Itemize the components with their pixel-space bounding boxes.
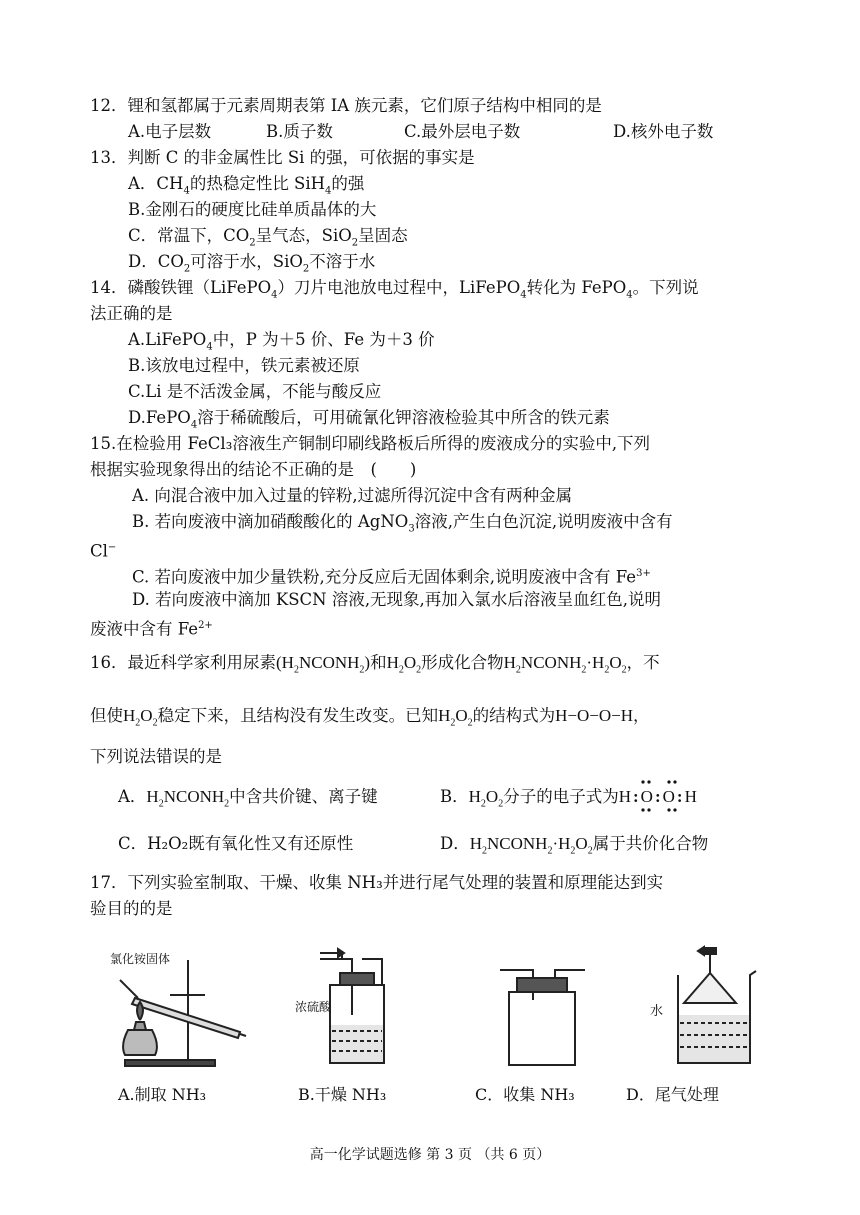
q16-option-a: A．$H_2NCONH_2$中含共价键、离子键 xyxy=(118,787,378,810)
caption-c: C．收集 NH₃ xyxy=(475,1085,575,1104)
q13-option-c: C．常温下，$CO_2$呈气态，SiO$_2$呈固态 xyxy=(128,226,408,249)
q13-stem: 13．判断 C 的非金属性比 Si 的强，可依据的事实是 xyxy=(90,148,475,167)
apparatus-d-tail-gas xyxy=(670,945,780,1070)
q15-option-b-line1: B. 若向废液中滴加硝酸酸化的 AgNO$_3$溶液,产生白色沉淀,说明废液中含有 xyxy=(132,512,673,535)
caption-d: D．尾气处理 xyxy=(626,1085,719,1104)
q16-option-c: C．H₂O₂既有氧化性又有还原性 xyxy=(118,834,354,853)
q13-option-b: B.金刚石的硬度比硅单质晶体的大 xyxy=(128,200,377,219)
q15-stem-line1: 15.在检验用 FeCl₃溶液生产铜制印刷线路板后所得的废液成分的实验中,下列 xyxy=(90,434,651,453)
label-water: 水 xyxy=(650,1004,664,1019)
label-ammonium-chloride: 氯化铵固体 xyxy=(110,952,171,966)
q12-option-c: C.最外层电子数 xyxy=(404,122,521,141)
q12-option-b: B.质子数 xyxy=(266,122,333,141)
q13-option-a: A．$CH_4$的热稳定性比 SiH$_4$的强 xyxy=(128,174,365,197)
q16-option-b: B．$H_2O_2$分子的电子式为H:O:O:H xyxy=(440,786,699,815)
q13-option-d: D．$CO_2$可溶于水，SiO$_2$不溶于水 xyxy=(128,252,376,275)
q17-stem-line2: 验目的的是 xyxy=(90,899,173,918)
q14-stem-line2: 法正确的是 xyxy=(90,304,173,323)
q15-stem-line2: 根据实验现象得出的结论不正确的是 ( ) xyxy=(90,460,417,479)
q15-option-a: A. 向混合液中加入过量的锌粉,过滤所得沉淀中含有两种金属 xyxy=(132,486,573,505)
q14-option-a: A.LiFePO$_4$中，P 为＋5 价、Fe 为＋3 价 xyxy=(128,330,435,353)
q15-option-d-line2: 废液中含有 $Fe^{2+}$ xyxy=(90,619,213,639)
caption-b: B.干燥 NH₃ xyxy=(298,1085,387,1104)
q15-option-c: C. 若向废液中加少量铁粉,充分反应后无固体剩余,说明废液中含有 $Fe^{3+}$ xyxy=(132,567,651,587)
q16-line1: 16．最近科学家利用尿素$(H_2NCONH_2)$和$H_2O_2$形成化合物$H_2NCONH_2\cdot H_2O_2$，不 xyxy=(90,653,660,676)
apparatus-c-collection xyxy=(495,950,595,1070)
page-footer: 高一化学试题选修 第 3 页 （共 6 页） xyxy=(309,1147,551,1163)
q14-option-d: D.FePO$_4$溶于稀硫酸后，可用硫氰化钾溶液检验其中所含的铁元素 xyxy=(128,408,610,431)
q12-option-d: D.核外电子数 xyxy=(613,122,714,141)
caption-a: A.制取 NH₃ xyxy=(118,1085,207,1104)
q14-option-b: B.该放电过程中，铁元素被还原 xyxy=(128,356,360,375)
q12-option-a: A.电子层数 xyxy=(128,122,212,141)
q16-line3: 下列说法错误的是 xyxy=(90,747,222,766)
q16-line2: 但使$H_2O_2$稳定下来，且结构没有发生改变。已知$H_2O_2$的结构式为H−O−O−H， xyxy=(90,706,650,729)
h2o2-electron-formula: H:O:O:H xyxy=(619,786,699,808)
q15-option-d-line1: D. 若向废液中滴加 KSCN 溶液,无现象,再加入氯水后溶液呈血红色,说明 xyxy=(132,590,662,609)
q14-stem-line1: 14．磷酸铁锂（LiFePO$_4$）刀片电池放电过程中，LiFePO$_4$转化为 FePO$_4$。下列说 xyxy=(90,278,699,301)
q12-stem: 12．锂和氢都属于元素周期表第 IA 族元素，它们原子结构中相同的是 xyxy=(90,96,602,115)
label-conc-sulfuric-acid: 浓硫酸 xyxy=(295,1000,332,1014)
q17-stem-line1: 17．下列实验室制取、干燥、收集 NH₃并进行尾气处理的装置和原理能达到实 xyxy=(90,873,664,892)
q15-option-b-line2: Cl− xyxy=(90,541,117,561)
q16-option-d: D．$H_2NCONH_2\cdot H_2O_2$属于共价化合物 xyxy=(440,834,709,857)
q14-option-c: C.Li 是不活泼金属，不能与酸反应 xyxy=(128,382,382,401)
